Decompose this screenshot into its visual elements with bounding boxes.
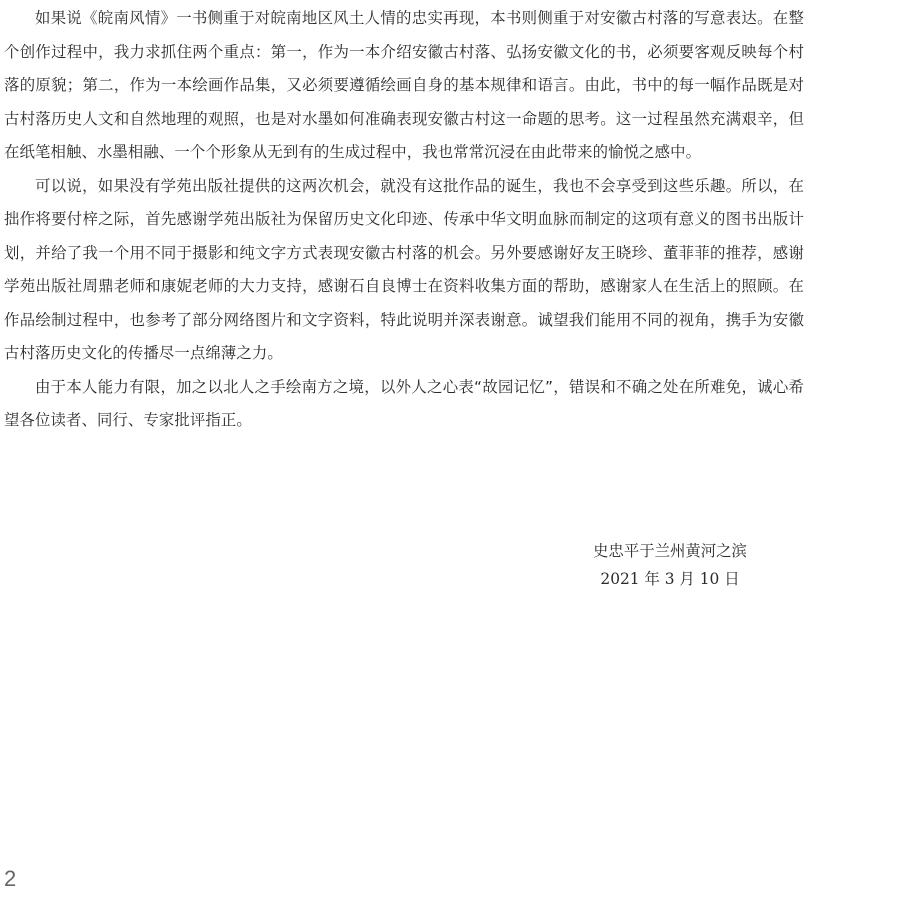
paragraph-2: 可以说，如果没有学苑出版社提供的这两次机会，就没有这批作品的诞生，我也不会享受到这些乐趣。所以，在拙作将要付梓之际，首先感谢学苑出版社为保留历史文化印迹、传承中华文明血脉而制定的这项有意义的图书出版计划，并给了我一个用不同于摄影和纯文字方式表现安徽古村落的机会。另外要感谢好友王晓珍、董菲菲的推荐，感谢学苑出版社周鼎老师和康妮老师的大力支持，感谢石自良博士在资料收集方面的帮助，感谢家人在生活上的照顾。在作品绘制过程中，也参考了部分网络图片和文字资料，特此说明并深表谢意。诚望我们能用不同的视角，携手为安徽古村落历史文化的传播尽一点绵薄之力。 [4,176,804,362]
paragraph-3: 由于本人能力有限，加之以北人之手绘南方之境，以外人之心表“故园记忆”，错误和不确之处在所难免，诚心希望各位读者、同行、专家批评指正。 [4,377,804,429]
author-location-line: 史忠平于兰州黄河之滨 [593,542,747,560]
page-number: 2 [4,866,17,891]
signature-block [540,537,800,593]
date-line: 2021 年 3 月 10 日 [600,570,740,588]
paragraph-1: 如果说《皖南风情》一书侧重于对皖南地区风土人情的忠实再现，本书则侧重于对安徽古村落的写意表达。在整个创作过程中，我力求抓住两个重点：第一，作为一本介绍安徽古村落、弘扬安徽文化的书，必须要客观反映每个村落的原貌；第二，作为一本绘画作品集，又必须要遵循绘画自身的基本规律和语言。由此，书中的每一幅作品既是对古村落历史人文和自然地理的观照，也是对水墨如何准确表现安徽古村这一命题的思考。这一过程虽然充满艰辛，但在纸笔相触、水墨相融、一个个形象从无到有的生成过程中，我也常常沉浸在由此带来的愉悦之感中。 [4,9,804,161]
body-text [4,2,804,438]
